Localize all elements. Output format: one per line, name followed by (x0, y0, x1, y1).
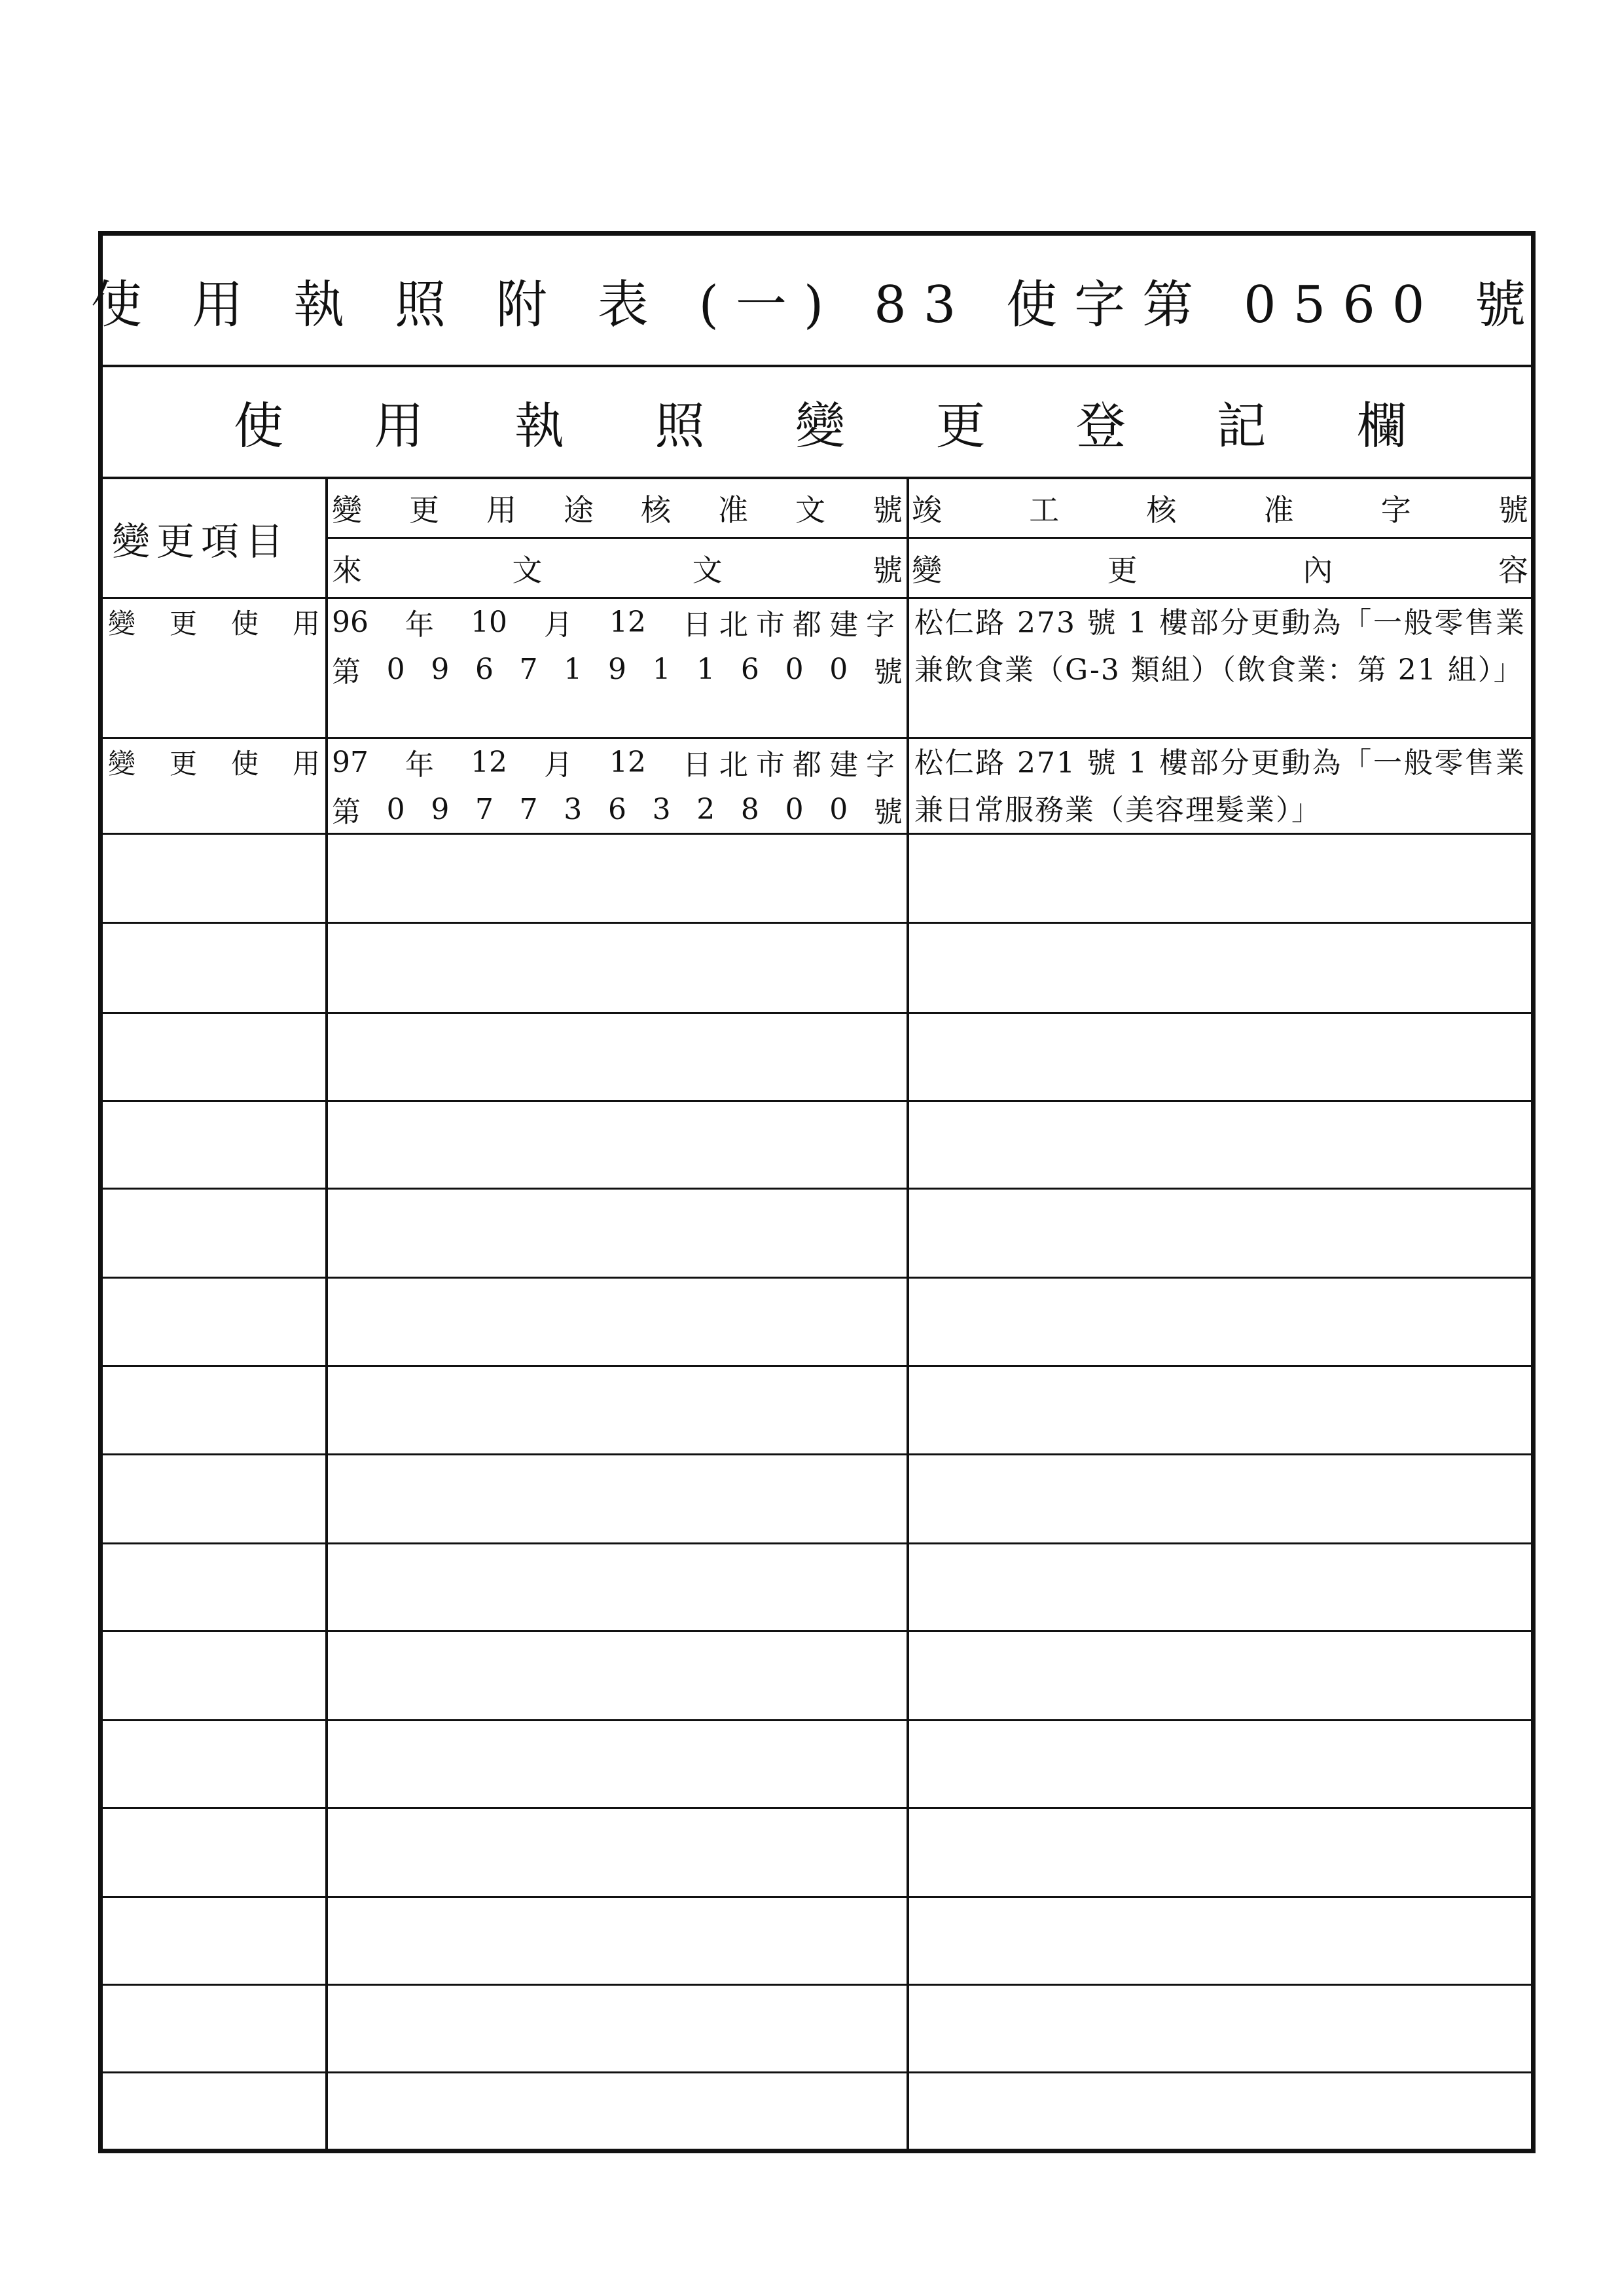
doc-token: 0 (386, 652, 405, 686)
doc-token: 6 (607, 792, 626, 826)
doc-token: 12 (609, 605, 646, 639)
header-char: 來 (332, 553, 362, 588)
doc-token: 7 (475, 792, 494, 826)
subtitle-char: 記 (1216, 397, 1267, 455)
item-char: 用 (292, 748, 320, 780)
entry-doc-line1 (328, 741, 907, 783)
item-char: 變 (108, 748, 136, 780)
row-divider (103, 1453, 1531, 1455)
doc-token: 6 (740, 652, 759, 686)
doc-token: 9 (431, 792, 450, 826)
doc-token: 2 (696, 792, 715, 826)
header-change-content (909, 539, 1531, 597)
header-char: 號 (872, 553, 903, 588)
row-divider (103, 1896, 1531, 1898)
license-change-form (90, 231, 1543, 2153)
doc-token: 3 (652, 792, 671, 826)
doc-token: 日北市都建字 (683, 608, 903, 642)
form-subtitle (103, 386, 1531, 458)
header-char: 更 (1107, 553, 1138, 588)
doc-token: 12 (471, 745, 507, 779)
doc-token: 月 (544, 608, 573, 642)
item-char: 變 (108, 608, 136, 640)
subtitle-row (103, 367, 1531, 477)
doc-token: 0 (829, 792, 848, 826)
row-divider (103, 922, 1531, 924)
doc-token: 第 (332, 655, 361, 689)
header-char: 竣 (912, 492, 942, 528)
header-char: 文 (512, 553, 543, 588)
doc-token: 0 (785, 652, 804, 686)
doc-token: 8 (740, 792, 759, 826)
subtitle-char: 變 (795, 397, 845, 455)
row-divider (103, 833, 1531, 835)
row-divider (103, 1365, 1531, 1367)
header-char: 號 (1498, 492, 1528, 528)
item-char: 使 (230, 748, 259, 780)
doc-token: 0 (829, 652, 848, 686)
header-char: 更 (409, 492, 439, 528)
header-char: 號 (872, 492, 903, 528)
entry-change-item (103, 742, 325, 782)
subtitle-char: 執 (514, 397, 564, 455)
subtitle-char: 用 (374, 397, 424, 455)
row-divider (103, 1100, 1531, 1102)
header-char: 准 (718, 492, 748, 528)
header-completion-approval (909, 479, 1531, 537)
entry-change-item (103, 602, 325, 642)
header-char: 核 (1146, 492, 1177, 528)
form-title-row (90, 236, 1543, 365)
entry-doc-line2 (328, 648, 907, 690)
doc-token: 0 (386, 792, 405, 826)
doc-token: 12 (609, 745, 646, 779)
subtitle-char: 欄 (1357, 397, 1407, 455)
subtitle-char: 登 (1076, 397, 1126, 455)
header-char: 准 (1263, 492, 1294, 528)
row-divider (103, 1984, 1531, 1986)
entry-change-content: 松仁路 271 號 1 樓部分更動為「一般零售業兼日常服務業（美容理髮業）」 (914, 746, 1526, 827)
header-char: 變 (912, 553, 942, 588)
divider (103, 597, 1531, 599)
doc-token: 7 (519, 792, 538, 826)
row-divider (103, 2071, 1531, 2073)
doc-token: 97 (332, 745, 369, 779)
item-char: 用 (292, 608, 320, 640)
doc-token: 1 (652, 652, 671, 686)
doc-token: 6 (475, 652, 494, 686)
entry-change-content: 松仁路 273 號 1 樓部分更動為「一般零售業兼飲食業（G-3 類組）（飲食業：第 21 組）」 (914, 606, 1526, 687)
header-char: 文 (795, 492, 825, 528)
subtitle-char: 照 (655, 397, 705, 455)
header-char: 文 (692, 553, 723, 588)
header-char: 途 (564, 492, 594, 528)
header-approval-doc (328, 479, 907, 537)
header-char: 核 (641, 492, 671, 528)
doc-token: 號 (873, 795, 903, 829)
doc-token: 日北市都建字 (683, 748, 903, 782)
row-divider (103, 737, 1531, 739)
doc-token: 9 (607, 652, 626, 686)
column-divider (907, 479, 909, 2149)
header-incoming-doc (328, 539, 907, 597)
doc-token: 月 (544, 748, 573, 782)
header-char: 工 (1029, 492, 1060, 528)
form-title: 使 用 執 照 附 表 (一) 83 使字第 0560 號 (90, 275, 1543, 335)
header-char: 內 (1303, 553, 1333, 588)
doc-token: 9 (431, 652, 450, 686)
subtitle-char: 更 (935, 397, 986, 455)
item-char: 更 (169, 608, 197, 640)
item-char: 使 (230, 608, 259, 640)
doc-token: 第 (332, 795, 361, 829)
header-char: 字 (1380, 492, 1411, 528)
header-char: 容 (1498, 553, 1528, 588)
divider (328, 537, 1531, 539)
doc-token: 10 (471, 605, 507, 639)
item-char: 更 (169, 748, 197, 780)
doc-token: 96 (332, 605, 369, 639)
header-char: 用 (486, 492, 516, 528)
doc-token: 年 (405, 748, 434, 782)
row-divider (103, 1542, 1531, 1544)
row-divider (103, 1012, 1531, 1014)
entry-doc-line1 (328, 601, 907, 643)
row-divider (103, 1630, 1531, 1632)
row-divider (103, 1277, 1531, 1279)
doc-token: 0 (785, 792, 804, 826)
subtitle-char: 使 (234, 397, 283, 455)
doc-token: 號 (873, 655, 903, 689)
doc-token: 7 (519, 652, 538, 686)
doc-token: 1 (696, 652, 715, 686)
entry-doc-line2 (328, 788, 907, 830)
header-char: 變 (332, 492, 362, 528)
doc-token: 1 (564, 652, 583, 686)
header-change-item: 變更項目 (112, 519, 291, 564)
row-divider (103, 1188, 1531, 1190)
doc-token: 3 (564, 792, 583, 826)
row-divider (103, 1719, 1531, 1721)
row-divider (103, 1807, 1531, 1809)
column-divider (325, 479, 328, 2149)
doc-token: 年 (405, 608, 434, 642)
